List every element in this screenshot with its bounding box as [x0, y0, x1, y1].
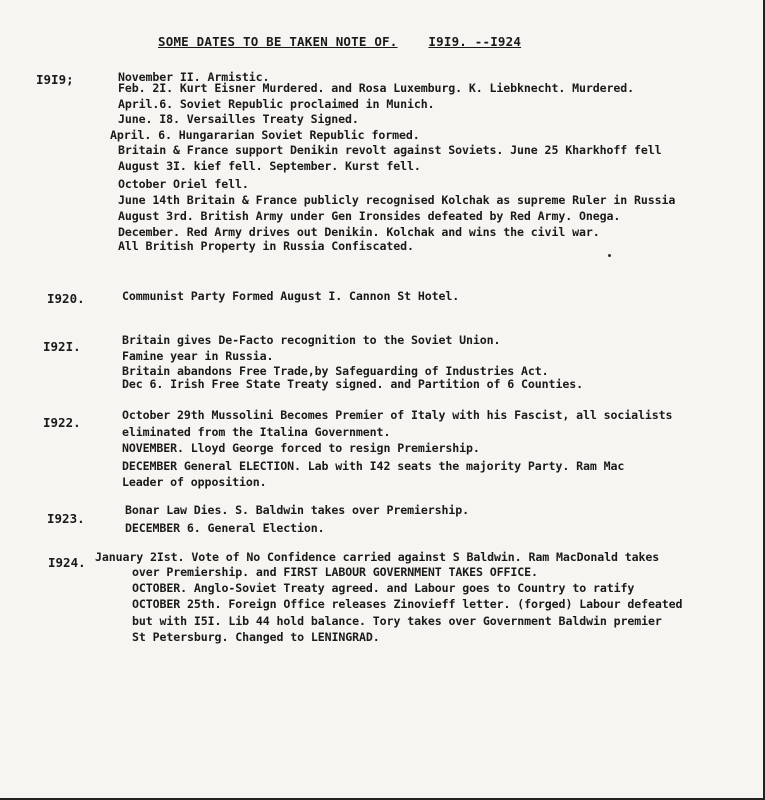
title-heading: SOME DATES TO BE TAKEN NOTE OF.	[158, 34, 398, 49]
entry-1919-munich: April.6. Soviet Republic proclaimed in Munich.	[118, 97, 435, 111]
entry-1921-free-trade: Britain abandons Free Trade,by Safeguarding of Industries Act.	[122, 364, 549, 378]
entry-1919-kief: August 3I. kief fell. September. Kurst fell.	[118, 159, 421, 173]
year-1920: I920.	[47, 291, 85, 306]
entry-1919-eisner: Feb. 2I. Kurt Eisner Murdered. and Rosa Luxemburg. K. Liebknecht. Murdered.	[118, 81, 635, 95]
entry-1924-anglo-soviet: OCTOBER. Anglo-Soviet Treaty agreed. and Labour goes to Country to ratify	[132, 581, 635, 595]
document-title	[158, 34, 521, 49]
year-1924: I924.	[48, 555, 86, 570]
entry-1924-leningrad: St Petersburg. Changed to LENINGRAD.	[132, 630, 380, 644]
entry-1922-opposition: Leader of opposition.	[122, 475, 267, 489]
entry-1921-irish-treaty: Dec 6. Irish Free State Treaty signed. and Partition of 6 Counties.	[122, 377, 583, 391]
entry-1921-famine: Famine year in Russia.	[122, 349, 274, 363]
ink-speck	[608, 254, 611, 257]
entry-1923-election: DECEMBER 6. General Election.	[125, 521, 325, 535]
entry-1922-mussolini: October 29th Mussolini Becomes Premier of Italy with his Fascist, all socialists	[122, 408, 673, 422]
year-1922: I922.	[43, 415, 81, 430]
entry-1919-civil-war: December. Red Army drives out Denikin. Kolchak and wins the civil war.	[118, 225, 600, 239]
entry-1924-lib-balance: but with I5I. Lib 44 hold balance. Tory takes over Government Baldwin premier	[132, 614, 662, 628]
year-1921: I92I.	[43, 339, 81, 354]
entry-1919-versailles: June. I8. Versailles Treaty Signed.	[118, 112, 359, 126]
title-date-range: I9I9. --I924	[428, 34, 522, 49]
entry-1924-no-confidence: January 2Ist. Vote of No Confidence carried against S Baldwin. Ram MacDonald takes	[95, 550, 660, 564]
entry-1921-recognition: Britain gives De-Facto recognition to the Soviet Union.	[122, 333, 501, 347]
entry-1920-communist-party: Communist Party Formed August I. Cannon St Hotel.	[122, 289, 460, 303]
entry-1919-armistice: November II. Armistic.	[118, 70, 270, 84]
entry-1924-zinovieff: OCTOBER 25th. Foreign Office releases Zinovieff letter. (forged) Labour defeated	[132, 597, 683, 611]
entry-1919-denikin: Britain & France support Denikin revolt against Soviets. June 25 Kharkhoff fell	[118, 143, 662, 157]
entry-1922-italina: eliminated from the Italina Government.	[122, 425, 391, 439]
entry-1919-onega: August 3rd. British Army under Gen Ironsides defeated by Red Army. Onega.	[118, 209, 621, 223]
entry-1919-oriel: October Oriel fell.	[118, 177, 249, 191]
year-1919: I9I9;	[36, 72, 74, 87]
entry-1922-lloyd-george: NOVEMBER. Lloyd George forced to resign Premiership.	[122, 441, 480, 455]
entry-1923-bonar-law: Bonar Law Dies. S. Baldwin takes over Premiership.	[125, 503, 470, 517]
entry-1924-first-labour: over Premiership. and FIRST LABOUR GOVERNMENT TAKES OFFICE.	[132, 565, 538, 579]
entry-1919-hungary: April. 6. Hungararian Soviet Republic formed.	[110, 128, 420, 142]
entry-1919-kolchak: June 14th Britain & France publicly recognised Kolchak as supreme Ruler in Russia	[118, 193, 676, 207]
entry-1922-election: DECEMBER General ELECTION. Lab with I42 seats the majority Party. Ram Mac	[122, 459, 625, 473]
entry-1919-property: All British Property in Russia Confiscated.	[118, 239, 414, 253]
year-1923: I923.	[47, 511, 85, 526]
